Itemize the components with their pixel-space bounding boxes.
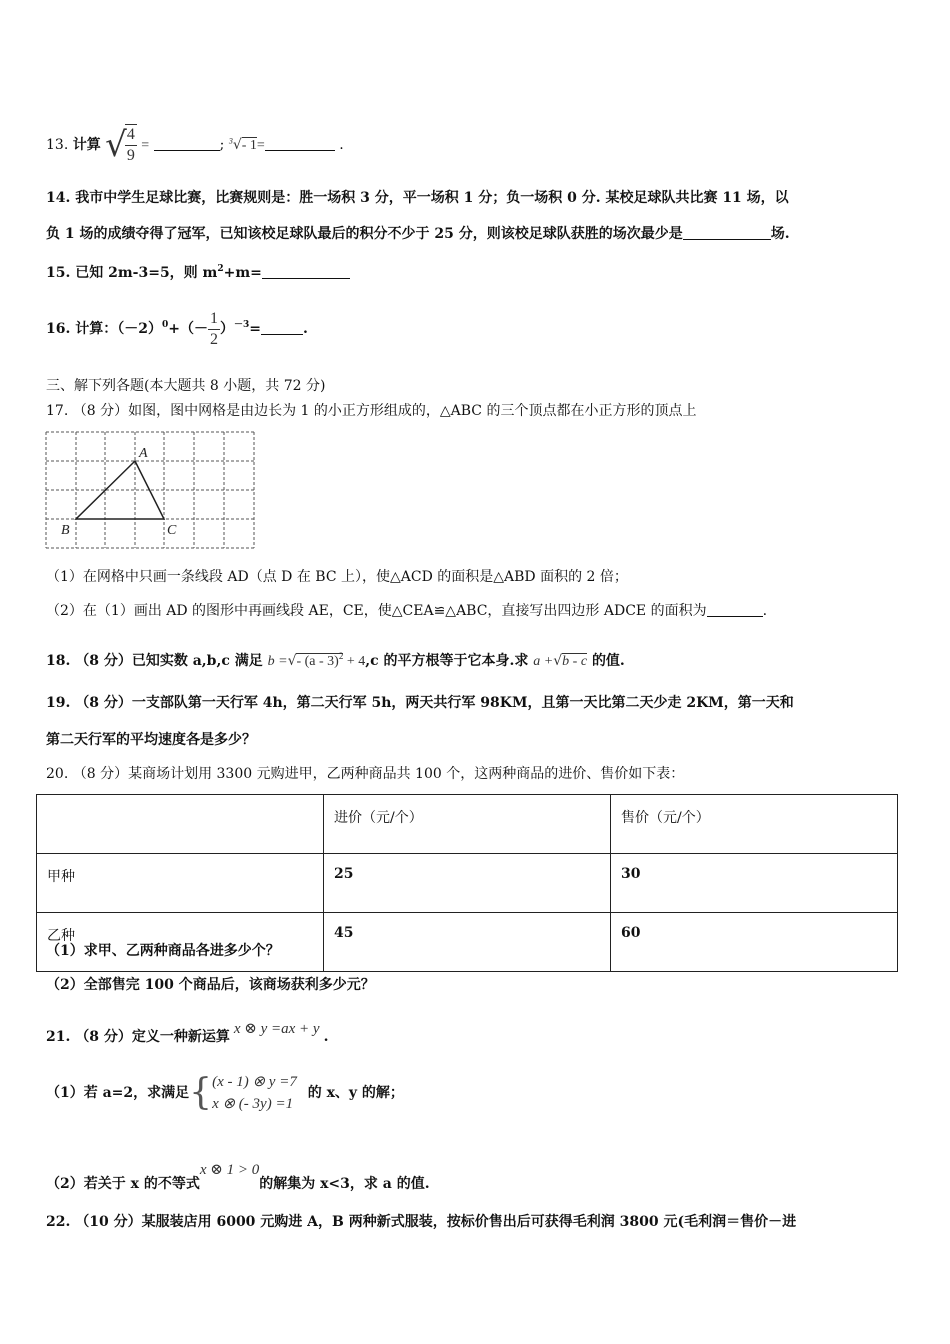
q15-line: 15. 已知 2m-3=5，则 $m^2+m=$ xyxy=(46,259,350,283)
q17-answer-blank xyxy=(707,602,763,617)
q18-line: 18. （8 分）已知实数 a,b,c 满足 b =√- (a - 3)$^2$ + 4,c 的平方根等于它本身.求 a +√b - c 的值. xyxy=(46,651,625,669)
table-cell: 45 xyxy=(324,913,611,972)
q21-stem: 21. （8 分）定义一种新运算 x ⊗ y =ax + y . xyxy=(46,1021,329,1045)
q21-part2: （2）若关于 x 的不等式x ⊗ 1 > 0的解集为 x<3，求 a 的值. xyxy=(46,1162,430,1192)
q17-grid-figure xyxy=(44,430,258,554)
q19-line1: 19. （8 分）一支部队第一天行军 4h，第二天行军 5h，两天共行军 98KM，且第一天比第二天少走 2KM，第一天和 xyxy=(46,695,794,711)
table-header-cell: 售价（元/个） xyxy=(611,795,898,854)
q20-part2: （2）全部售完 100 个商品后，该商场获利多少元？ xyxy=(46,977,375,993)
q13-cube-root: $^3$√- 1 xyxy=(228,136,257,153)
q13-answer-blank-1 xyxy=(154,136,220,151)
q13-equals: = xyxy=(141,138,150,153)
table-cell: 30 xyxy=(611,854,898,913)
vertex-label-c: C xyxy=(167,523,177,538)
q16-line: 16. 计算：$(-2)^0+(-$ $\frac{1}{2}$ ）$^{-3}$= . xyxy=(46,309,308,348)
q13-equals-2: = xyxy=(256,138,265,153)
vertex-label-a: A xyxy=(139,446,148,461)
q14-line2: 负 1 场的成绩夺得了冠军，已知该校足球队最后的积分不少于 25 分，则该校足球队获胜的场次最少是 场. xyxy=(46,226,790,242)
q13-separator: ; xyxy=(219,137,225,153)
q14-answer-blank xyxy=(683,225,771,240)
brace-icon: { xyxy=(189,1072,213,1113)
table-header-cell: 进价（元/个） xyxy=(324,795,611,854)
q21-definition: x ⊗ y =ax + y xyxy=(233,1021,320,1037)
q18-expr-target: a +√b - c xyxy=(533,653,588,669)
vertex-label-b: B xyxy=(61,523,70,538)
q13-fraction: $\frac{4}{9}$ xyxy=(126,126,135,164)
q16-fraction: $\frac{1}{2}$ xyxy=(209,309,218,348)
q13-answer-blank-2 xyxy=(265,136,335,151)
table-cell: 乙种 xyxy=(37,913,324,972)
q20-stem: 20. （8 分）某商场计划用 3300 元购进甲，乙两种商品共 100 个，这两种商品的进价、售价如下表： xyxy=(46,766,685,782)
q17-stem: 17. （8 分）如图，图中网格是由边长为 1 的小正方形组成的，△ABC 的三个顶点都在小正方形的顶点上 xyxy=(46,403,697,419)
table-row xyxy=(37,854,898,913)
q16-answer-blank xyxy=(261,320,303,335)
table-cell: 25 xyxy=(324,854,611,913)
q13-line xyxy=(46,124,344,166)
q21-inequality: x ⊗ 1 > 0 xyxy=(199,1162,260,1178)
q21-part1: （1）若 a=2，求满足{ (x - 1) ⊗ y =7 x ⊗ (- 3y) =1 的 x、y 的解； xyxy=(46,1072,404,1113)
q13-label: 13. 计算 xyxy=(46,137,101,153)
q20-part1: （1）求甲、乙两种商品各进多少个？ xyxy=(46,943,280,959)
q17-part2: （2）在（1）画出 AD 的图形中再画线段 AE，CE，使△CEA≌△ABC，直接写出四边形 ADCE 的面积为 . xyxy=(46,603,768,619)
table-cell: 甲种 xyxy=(37,854,324,913)
section-3-title: 三、解下列各题(本大题共 8 小题，共 72 分) xyxy=(46,378,326,394)
q15-answer-blank xyxy=(262,264,350,279)
table-header-cell xyxy=(37,795,324,854)
q19-line2: 第二天行军的平均速度各是多少？ xyxy=(46,732,256,748)
sqrt-sign: √ xyxy=(105,125,127,165)
table-header-row xyxy=(37,795,898,854)
q21-equation-system: (x - 1) ⊗ y =7 x ⊗ (- 3y) =1 xyxy=(212,1074,297,1112)
triangle-abc xyxy=(76,461,164,519)
q22-line: 22. （10 分）某服装店用 6000 元购进 A，B 两种新式服装，按标价售出后可获得毛利润 3800 元(毛利润＝售价－进 xyxy=(46,1214,797,1230)
q17-part1: （1）在网格中只画一条线段 AD（点 D 在 BC 上），使△ACD 的面积是△ABD 面积的 2 倍； xyxy=(46,569,628,585)
q18-expr-b: b =√- (a - 3)$^2$ + 4 xyxy=(267,651,366,669)
q14-line1: 14. 我市中学生足球比赛，比赛规则是：胜一场积 3 分，平一场积 1 分；负一场积 0 分. 某校足球队共比赛 11 场，以 xyxy=(46,190,789,206)
table-cell: 60 xyxy=(611,913,898,972)
q13-end: . xyxy=(339,137,344,153)
